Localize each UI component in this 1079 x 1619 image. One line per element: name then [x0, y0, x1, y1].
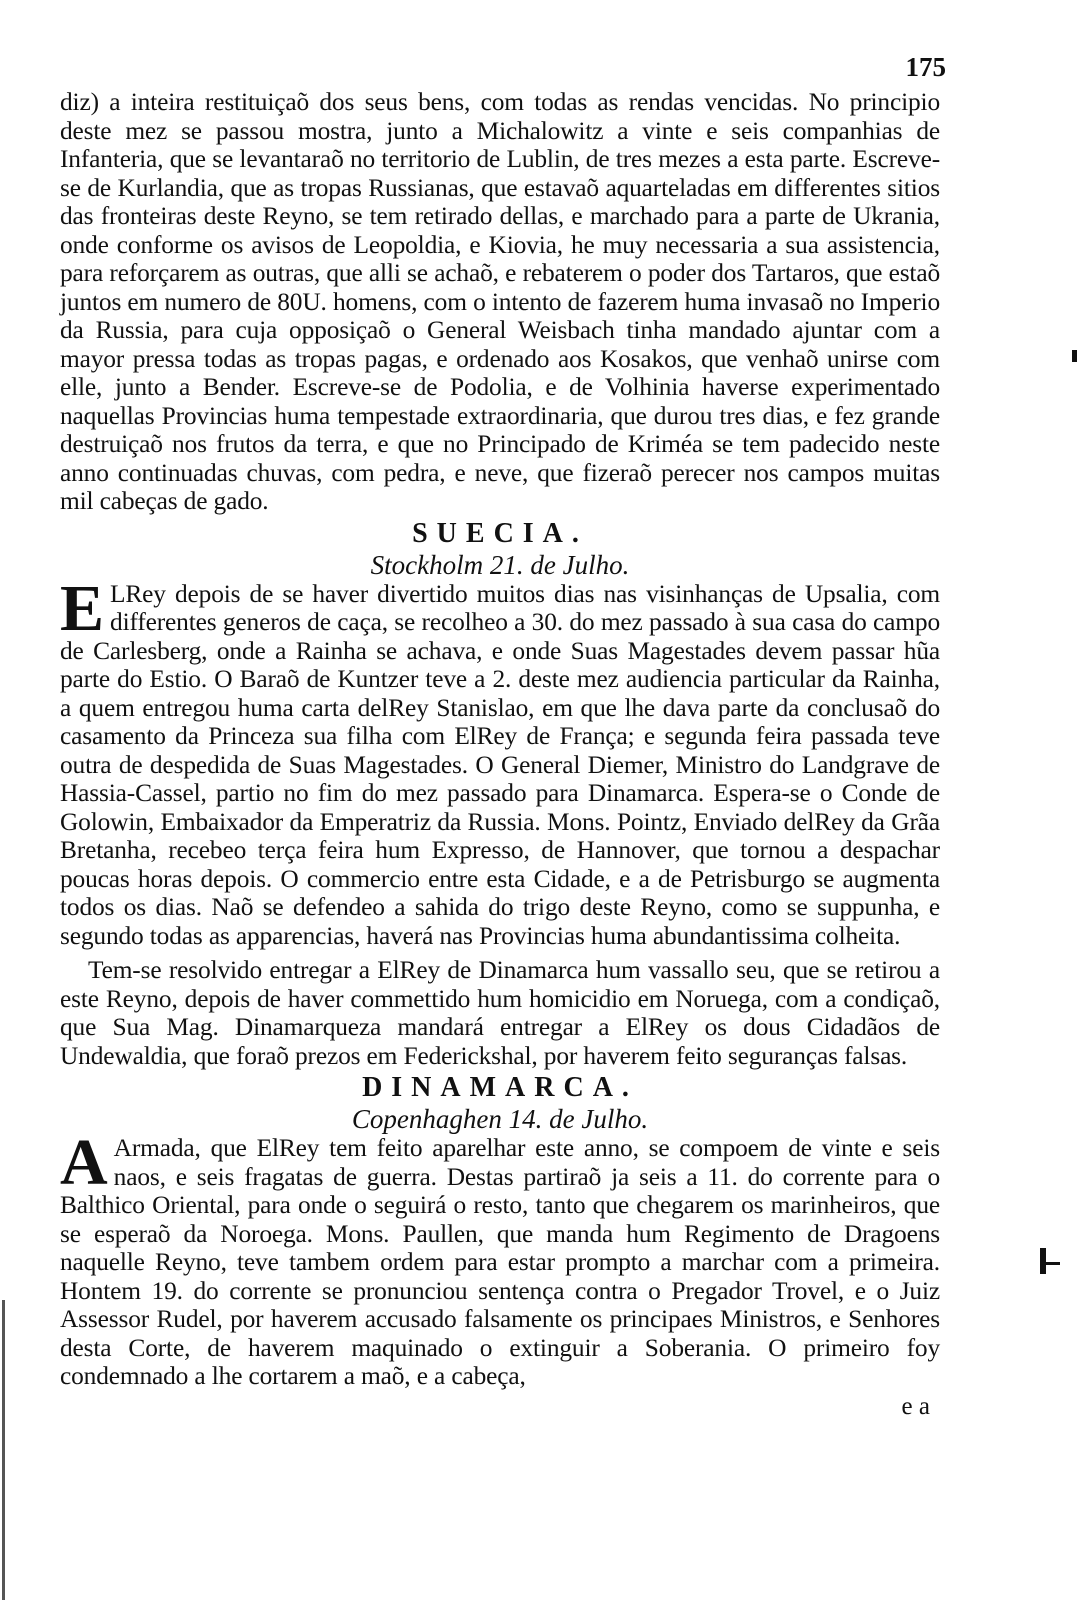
catchword: e a [901, 1392, 930, 1420]
margin-mark [1040, 1248, 1046, 1274]
section-title: SUECIA. [412, 517, 588, 549]
newspaper-page [60, 52, 946, 1421]
section-paragraph [60, 1126, 940, 1391]
margin-mark [1046, 1262, 1060, 1265]
section-dinamarca [60, 1072, 940, 1391]
margin-mark [1072, 350, 1077, 362]
section-paragraph [60, 571, 940, 951]
drop-cap: E [60, 571, 105, 645]
section-paragraph-2: Tem-se resolvido entregar a ElRey de Dinamarca hum vassallo seu, que se retirou a este Reyno, depois de haver commettido hum homicidio em Noruega, com a condiçaõ, que Sua Mag. Dinamarqueza mandará entregar a ElRey os dous Cidadãos de Undewaldia, que foraõ prezos em Federickshal, por haverem feito seguranças falsas. [60, 956, 940, 1070]
section-title: DINAMARCA. [362, 1072, 638, 1103]
dateline: Copenhaghen 14. de Julho. [351, 1104, 649, 1134]
page-number: 175 [905, 52, 946, 82]
paragraph-text: LRey depois de se haver divertido muitos dias nas visinhanças de Upsalia, com differentes generos de caça, se recolheo a 30. do mez passado à sua casa do campo de Carlesberg, onde a Rainha se achava, e onde Suas Magestades devem passar hũa parte do Estio. O Baraõ de Kuntzer teve a 2. deste mez audiencia particular da Rainha, a quem entregou huma carta delRey Stanislao, em que lhe dava parte da conclusaõ do casamento da Princeza sua filha com ElRey de França; e segunda feira passada teve outra de despedida de Suas Magestades. O General Diemer, Ministro do Landgrave de Hassia-Cassel, partio no fim do mez passado para Dinamarca. Espera-se o Conde de Golowin, Embaixador da Emperatriz da Russia. Mons. Pointz, Enviado delRey da Grãa Bretanha, recebeo terça feira hum Expresso, de Hannover, que tornou a despachar poucas horas depois. O commercio entre esta Cidade, e a de Petrisburgo se augmenta todos os dias. Naõ se defendeo a sahida do trigo deste Reyno, como se suppunha, e segundo todas as apparencias, haverá nas Provincias huma abundantissima colheita. [60, 579, 940, 950]
section-suecia [60, 518, 940, 1071]
dateline: Stockholm 21. de Julho. [370, 549, 630, 580]
paragraph-text: Armada, que ElRey tem feito aparelhar este anno, se compoem de vinte e seis naos, e seis fragatas de guerra. Destas partiraõ ja seis a 11. do corrente para o Balthico Oriental, para onde o seguirá o resto, tanto que chegarem os marinheiros, que se esperaõ da Noroega. Mons. Paullen, que manda hum Regimento de Dragoens naquelle Reyno, teve tambem ordem para estar prompto a marchar com a primeira. Hontem 19. do corrente se pronunciou sentença contra o Pregador Trovel, e o Juiz Assessor Rudel, por haverem accusado falsamente os principaes Ministros, e Senhores desta Corte, de haverem maquinado o extinguir a Soberania. O primeiro foy condemnado a lhe cortarem a maõ, e a cabeça, [60, 1134, 940, 1390]
intro-paragraph: diz) a inteira restituiçaõ dos seus bens, com todas as rendas vencidas. No principio deste mez se passou mostra, junto a Michalowitz a vinte e seis companhias de Infanteria, que se levantaraõ no territorio de Lublin, de tres mezes a esta parte. Escreve-se de Kurlandia, que as tropas Russianas, que estavaõ aquarteladas em differentes sitios das fronteiras deste Reyno, se tem retirado dellas, e marchado para a parte de Ukrania, onde conforme os avisos de Leopoldia, e Kiovia, he muy necessaria a sua assistencia, para reforçarem as outras, que alli se achaõ, e rebaterem o poder dos Tartaros, que estaõ juntos em numero de 80U. homens, com o intento de fazerem huma invasaõ no Imperio da Russia, para cuja opposiçaõ o General Weisbach tinha mandado ajuntar com a mayor pressa todas as tropas pagas, e ordenado aos Kosakos, que venhaõ unirse com elle, junto a Bender. Escreve-se de Podolia, e de Volhinia haverse experimentado naquellas Provincias huma tempestade extraordinaria, que durou tres dias, e fez grande destruiçaõ nos frutos da terra, e que no Principado de Kriméa se tem padecido neste anno continuadas chuvas, com pedra, e neve, que fizeraõ perecer nos campos muitas mil cabeças de gado. [60, 88, 940, 515]
margin-mark [2, 1300, 5, 1600]
drop-cap: A [60, 1126, 108, 1199]
